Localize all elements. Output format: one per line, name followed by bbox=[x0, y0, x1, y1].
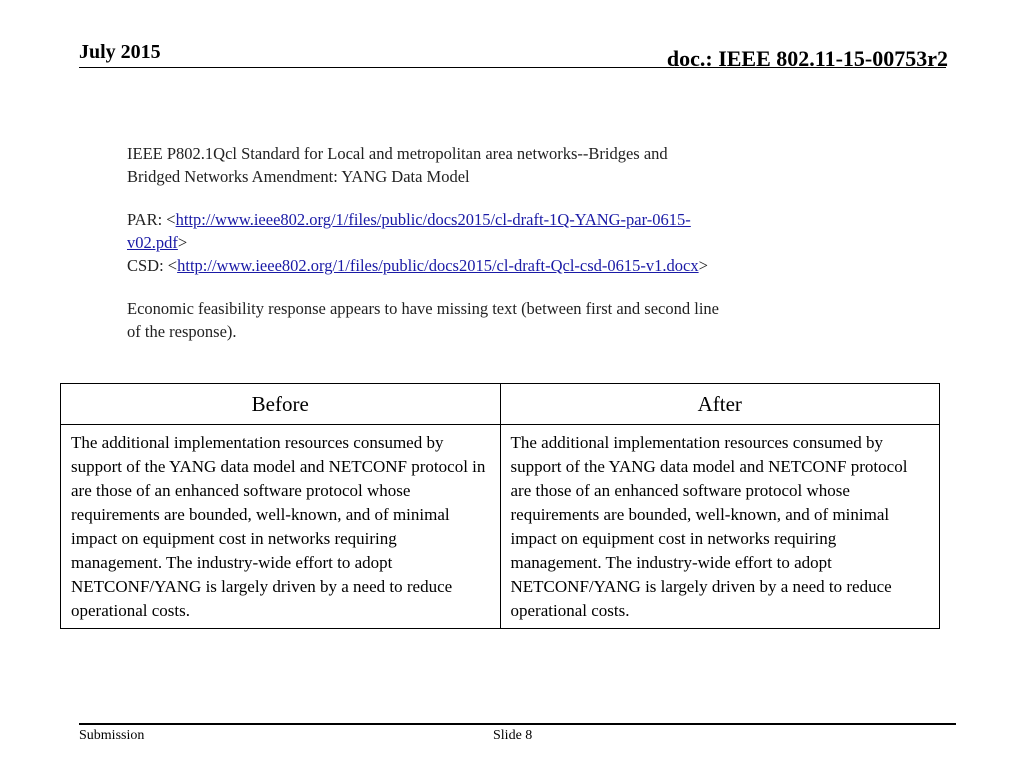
before-text: The additional implementation resources consumed by support of the YANG data model and NETCONF protocol in are those of an enhanced software protocol whose requirements are bounded, well-known, and of minimal impact on equipment cost in networks requiring management. The industry-wide effort to adopt NETCONF/YANG is largely driven by a need to reduce operational costs. bbox=[61, 425, 501, 629]
table-header-row bbox=[61, 384, 940, 425]
par-suffix: > bbox=[177, 233, 188, 252]
footer-submission: Submission bbox=[79, 728, 145, 743]
csd-label: CSD: < bbox=[127, 256, 178, 275]
spacer bbox=[127, 277, 827, 297]
before-header: Before bbox=[61, 384, 501, 425]
after-text: The additional implementation resources consumed by support of the YANG data model and NETCONF protocol are those of an enhanced software protocol whose requirements are bounded, well-known, and of minimal impact on equipment cost in networks requiring management. The industry-wide effort to adopt NETCONF/YANG is largely driven by a need to reduce operational costs. bbox=[500, 425, 940, 629]
embedded-links bbox=[127, 208, 827, 277]
footer-divider bbox=[79, 723, 956, 725]
header-doc-id: doc.: IEEE 802.11-15-00753r2 bbox=[666, 46, 948, 71]
embedded-title-line-2: Bridged Networks Amendment: YANG Data Model bbox=[127, 167, 470, 186]
par-link-part-2: v02.pdf bbox=[127, 233, 178, 252]
embedded-title bbox=[127, 142, 827, 188]
table-row bbox=[61, 425, 940, 629]
comment-line-1: Economic feasibility response appears to have missing text (between first and second line bbox=[127, 299, 719, 318]
csd-link[interactable]: http://www.ieee802.org/1/files/public/docs2015/cl-draft-Qcl-csd-0615-v1.docx bbox=[177, 256, 699, 275]
header-date: July 2015 bbox=[79, 41, 161, 63]
comment-line-2: of the response). bbox=[127, 322, 237, 341]
comparison-table bbox=[60, 383, 940, 629]
par-label: PAR: < bbox=[127, 210, 176, 229]
embedded-title-line-1: IEEE P802.1Qcl Standard for Local and metropolitan area networks--Bridges and bbox=[127, 144, 668, 163]
after-header: After bbox=[500, 384, 940, 425]
header-divider bbox=[79, 67, 946, 68]
footer-slide-number: Slide 8 bbox=[493, 728, 533, 743]
spacer bbox=[127, 188, 827, 208]
embedded-comment bbox=[127, 297, 827, 343]
csd-suffix: > bbox=[698, 256, 708, 275]
embedded-text-image bbox=[127, 142, 827, 343]
par-link-part-1: http://www.ieee802.org/1/files/public/docs2015/cl-draft-1Q-YANG-par-0615- bbox=[175, 210, 691, 229]
par-link[interactable] bbox=[127, 210, 691, 252]
